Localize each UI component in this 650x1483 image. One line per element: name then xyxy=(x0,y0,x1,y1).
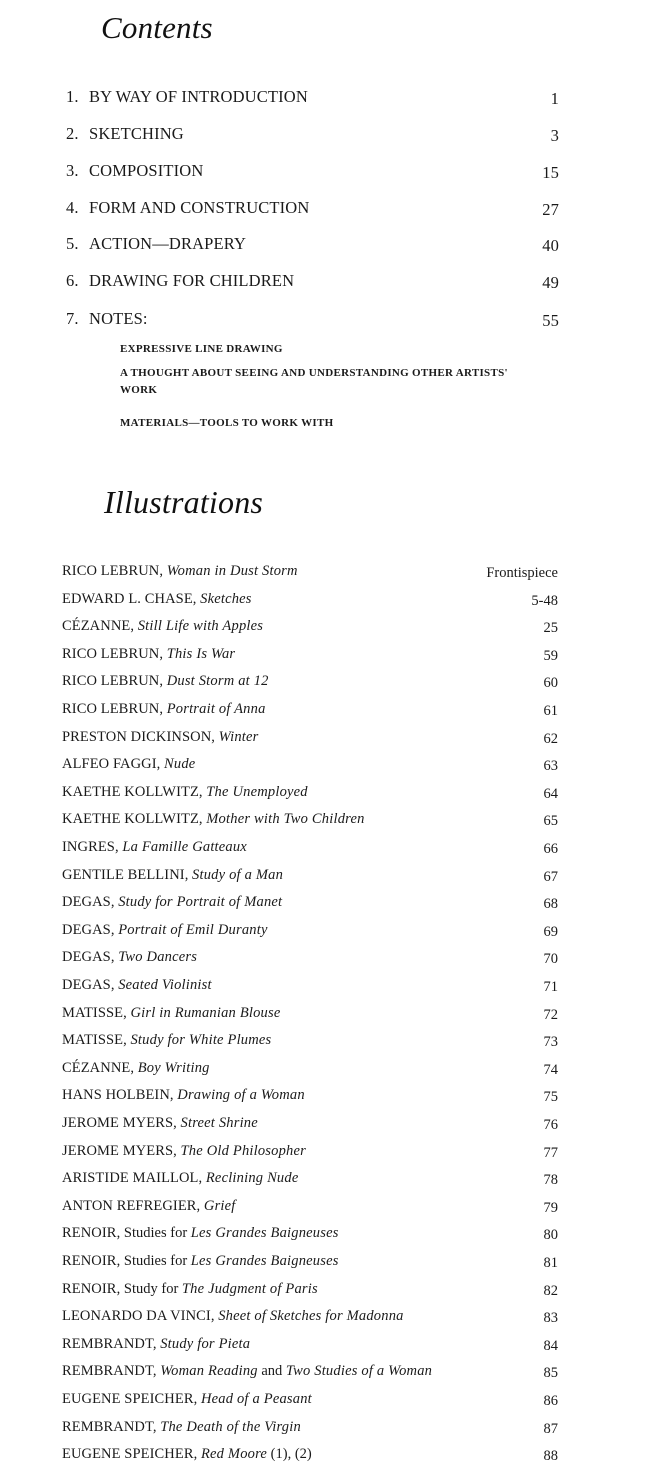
illustration-entry xyxy=(62,1253,339,1270)
chapter-number: 6. xyxy=(66,271,79,290)
illustration-entry xyxy=(62,1087,305,1104)
work-title: Street Shrine xyxy=(180,1115,258,1131)
illustration-row xyxy=(0,756,650,778)
illustration-entry xyxy=(62,949,197,966)
work-title: Les Grandes Baigneuses xyxy=(190,1253,339,1269)
illustration-entry xyxy=(62,1281,318,1298)
illustration-row xyxy=(0,591,650,613)
illustration-page: 84 xyxy=(543,1338,558,1354)
work-title: Drawing of a Woman xyxy=(177,1087,305,1103)
artist-name: DEGAS, xyxy=(62,894,115,910)
illustration-row xyxy=(0,1336,650,1358)
illustration-page: 63 xyxy=(543,758,558,774)
illustration-entry xyxy=(62,1363,432,1380)
chapter-page: 15 xyxy=(542,163,559,182)
contents-heading: Contents xyxy=(101,10,213,45)
illustration-entry xyxy=(62,1308,404,1325)
artist-name: LEONARDO DA VINCI, xyxy=(62,1308,215,1324)
work-title: Study for Pieta xyxy=(160,1336,251,1352)
artist-name: ANTON REFREGIER, xyxy=(62,1198,201,1214)
illustration-row xyxy=(0,1391,650,1413)
illustration-page: 68 xyxy=(543,896,558,912)
artist-name: HANS HOLBEIN, xyxy=(62,1087,174,1103)
illustration-row xyxy=(0,1032,650,1054)
illustration-row xyxy=(0,1363,650,1385)
work-title: Red Moore xyxy=(200,1446,268,1462)
artist-name: RENOIR, xyxy=(62,1225,121,1241)
chapter-title: NOTES: xyxy=(89,309,148,328)
artist-name: MATISSE, xyxy=(62,1032,127,1048)
illustration-page: 74 xyxy=(543,1062,558,1078)
work-title: Portrait of Anna xyxy=(166,701,266,717)
toc-row xyxy=(0,309,650,333)
illustration-row xyxy=(0,701,650,723)
chapter-number: 3. xyxy=(66,161,79,180)
illustration-entry xyxy=(62,1032,271,1049)
illustration-page: 65 xyxy=(543,813,558,829)
work-title: The Old Philosopher xyxy=(180,1143,306,1159)
work-conjunction: and xyxy=(261,1363,283,1379)
illustration-entry xyxy=(62,894,282,911)
illustration-entry xyxy=(62,1005,280,1022)
notes-subsection: EXPRESSIVE LINE DRAWING xyxy=(120,343,283,355)
work-prefix: Studies for xyxy=(123,1253,188,1269)
illustration-page: 61 xyxy=(543,703,558,719)
illustration-row xyxy=(0,784,650,806)
illustration-page: 73 xyxy=(543,1034,558,1050)
illustration-entry xyxy=(62,1225,339,1242)
notes-subsection: A THOUGHT ABOUT SEEING AND UNDERSTANDING OTHER ARTISTS' WORK xyxy=(120,367,508,396)
illustration-row xyxy=(0,1198,650,1220)
chapter-page: 27 xyxy=(542,200,559,219)
chapter-number: 5. xyxy=(66,234,79,253)
toc-row xyxy=(0,271,650,295)
artist-name: REMBRANDT, xyxy=(62,1419,157,1435)
artist-name: RENOIR, xyxy=(62,1253,121,1269)
artist-name: RICO LEBRUN, xyxy=(62,563,164,579)
illustration-page: 67 xyxy=(543,869,558,885)
illustration-row xyxy=(0,894,650,916)
illustration-page: 62 xyxy=(543,731,558,747)
illustration-page: 82 xyxy=(543,1283,558,1299)
artist-name: RENOIR, xyxy=(62,1281,121,1297)
illustration-page: 81 xyxy=(543,1255,558,1271)
illustration-entry xyxy=(62,618,263,635)
illustration-entry xyxy=(62,1060,210,1077)
illustration-row xyxy=(0,1308,650,1330)
illustration-entry xyxy=(62,1143,306,1160)
toc-row xyxy=(0,234,650,258)
illustration-page: 5-48 xyxy=(531,593,558,609)
work-prefix: Study for xyxy=(123,1281,179,1297)
chapter-number: 1. xyxy=(66,87,79,106)
illustration-entry xyxy=(62,701,266,718)
illustration-entry xyxy=(62,1198,236,1215)
illustration-row xyxy=(0,1087,650,1109)
work-title: Boy Writing xyxy=(137,1060,210,1076)
illustration-row xyxy=(0,1143,650,1165)
artist-name: JEROME MYERS, xyxy=(62,1143,177,1159)
illustration-page: 59 xyxy=(543,648,558,664)
illustration-page: Frontispiece xyxy=(486,565,558,581)
work-title: Grief xyxy=(203,1198,236,1214)
chapter-title: FORM AND CONSTRUCTION xyxy=(89,198,310,217)
work-title: Portrait of Emil Duranty xyxy=(118,922,268,938)
artist-name: RICO LEBRUN, xyxy=(62,701,164,717)
illustration-row xyxy=(0,1419,650,1441)
illustration-page: 78 xyxy=(543,1172,558,1188)
work-title: Woman Reading xyxy=(160,1363,258,1379)
chapter-title: ACTION—DRAPERY xyxy=(89,234,247,253)
artist-name: JEROME MYERS, xyxy=(62,1115,177,1131)
illustration-page: 60 xyxy=(543,675,558,691)
illustration-row xyxy=(0,1225,650,1247)
illustration-row xyxy=(0,673,650,695)
artist-name: EUGENE SPEICHER, xyxy=(62,1391,198,1407)
artist-name: GENTILE BELLINI, xyxy=(62,867,189,883)
chapter-number: 7. xyxy=(66,309,79,328)
work-title: La Famille Gatteaux xyxy=(122,839,247,855)
work-title: Reclining Nude xyxy=(205,1170,299,1186)
toc-row xyxy=(0,198,650,222)
artist-name: CÉZANNE, xyxy=(62,618,135,634)
illustration-page: 88 xyxy=(543,1448,558,1464)
illustration-entry xyxy=(62,1115,258,1132)
illustration-row xyxy=(0,1446,650,1468)
work-title: Sheet of Sketches for Madonna xyxy=(218,1308,404,1324)
illustration-row xyxy=(0,1115,650,1137)
work-title: The Unemployed xyxy=(206,784,308,800)
artist-name: REMBRANDT, xyxy=(62,1336,157,1352)
illustration-entry xyxy=(62,867,283,884)
artist-name: RICO LEBRUN, xyxy=(62,673,164,689)
artist-name: DEGAS, xyxy=(62,949,115,965)
chapter-page: 40 xyxy=(542,236,559,255)
illustration-page: 69 xyxy=(543,924,558,940)
artist-name: REMBRANDT, xyxy=(62,1363,157,1379)
illustration-row xyxy=(0,1170,650,1192)
artist-name: EDWARD L. CHASE, xyxy=(62,591,197,607)
illustration-page: 75 xyxy=(543,1089,558,1105)
illustration-page: 25 xyxy=(543,620,558,636)
chapter-number: 4. xyxy=(66,198,79,217)
illustration-page: 87 xyxy=(543,1421,558,1437)
illustration-page: 79 xyxy=(543,1200,558,1216)
work-title: Mother with Two Children xyxy=(206,811,365,827)
illustration-row xyxy=(0,729,650,751)
artist-name: MATISSE, xyxy=(62,1005,127,1021)
illustration-row xyxy=(0,1005,650,1027)
illustration-row xyxy=(0,1281,650,1303)
work-title: Seated Violinist xyxy=(118,977,212,993)
artist-name: ARISTIDE MAILLOL, xyxy=(62,1170,203,1186)
illustration-page: 76 xyxy=(543,1117,558,1133)
work-title: The Judgment of Paris xyxy=(181,1281,318,1297)
illustration-entry xyxy=(62,784,308,801)
illustration-page: 71 xyxy=(543,979,558,995)
illustration-page: 72 xyxy=(543,1007,558,1023)
artist-name: EUGENE SPEICHER, xyxy=(62,1446,198,1462)
illustration-entry xyxy=(62,673,269,690)
work-title: Study of a Man xyxy=(192,867,284,883)
work-title: Study for Portrait of Manet xyxy=(118,894,283,910)
illustration-page: 86 xyxy=(543,1393,558,1409)
illustrations-heading: Illustrations xyxy=(104,484,264,520)
work-title: Nude xyxy=(164,756,196,772)
artist-name: ALFEO FAGGI, xyxy=(62,756,161,772)
chapter-page: 1 xyxy=(550,89,559,108)
illustration-entry xyxy=(62,591,252,608)
illustration-entry xyxy=(62,1336,250,1353)
work-title: The Death of the Virgin xyxy=(160,1419,301,1435)
work-prefix: Studies for xyxy=(123,1225,188,1241)
chapter-title: COMPOSITION xyxy=(89,161,204,180)
chapter-page: 3 xyxy=(550,126,559,145)
artist-name: RICO LEBRUN, xyxy=(62,646,164,662)
work-title: Head of a Peasant xyxy=(200,1391,312,1407)
work-title: Woman in Dust Storm xyxy=(166,563,298,579)
illustration-entry xyxy=(62,563,298,580)
illustration-row xyxy=(0,922,650,944)
illustration-entry xyxy=(62,729,259,746)
illustration-entry xyxy=(62,839,247,856)
work-title: Two Dancers xyxy=(118,949,198,965)
work-title-secondary: Two Studies of a Woman xyxy=(285,1363,433,1379)
illustration-row xyxy=(0,811,650,833)
work-title: Study for White Plumes xyxy=(130,1032,272,1048)
illustration-entry xyxy=(62,811,365,828)
work-title: Girl in Rumanian Blouse xyxy=(130,1005,281,1021)
work-title: Still Life with Apples xyxy=(137,618,264,634)
toc-row xyxy=(0,161,650,185)
illustration-row xyxy=(0,867,650,889)
illustration-page: 64 xyxy=(543,786,558,802)
illustration-entry xyxy=(62,1170,298,1187)
work-title: Les Grandes Baigneuses xyxy=(190,1225,339,1241)
chapter-title: SKETCHING xyxy=(89,124,184,143)
illustration-page: 83 xyxy=(543,1310,558,1326)
illustration-row xyxy=(0,563,650,585)
artist-name: KAETHE KOLLWITZ, xyxy=(62,784,203,800)
illustration-entry xyxy=(62,646,235,663)
illustration-row xyxy=(0,839,650,861)
artist-name: CÉZANNE, xyxy=(62,1060,135,1076)
illustration-row xyxy=(0,977,650,999)
illustration-entry xyxy=(62,1446,312,1463)
illustration-entry xyxy=(62,977,212,994)
illustration-page: 66 xyxy=(543,841,558,857)
toc-row xyxy=(0,87,650,111)
illustration-entry xyxy=(62,1419,301,1436)
artist-name: KAETHE KOLLWITZ, xyxy=(62,811,203,827)
illustration-page: 80 xyxy=(543,1227,558,1243)
toc-row xyxy=(0,124,650,148)
illustration-page: 77 xyxy=(543,1145,558,1161)
illustration-row xyxy=(0,646,650,668)
artist-name: PRESTON DICKINSON, xyxy=(62,729,215,745)
illustration-row xyxy=(0,1060,650,1082)
chapter-title: BY WAY OF INTRODUCTION xyxy=(89,87,308,106)
work-suffix: (1), (2) xyxy=(270,1446,312,1462)
illustration-row xyxy=(0,1253,650,1275)
artist-name: DEGAS, xyxy=(62,977,115,993)
chapter-title: DRAWING FOR CHILDREN xyxy=(89,271,295,290)
artist-name: DEGAS, xyxy=(62,922,115,938)
chapter-page: 49 xyxy=(542,273,559,292)
work-title: Winter xyxy=(218,729,259,745)
illustration-page: 70 xyxy=(543,951,558,967)
illustration-entry xyxy=(62,922,268,939)
illustration-row xyxy=(0,949,650,971)
illustration-entry xyxy=(62,1391,312,1408)
artist-name: INGRES, xyxy=(62,839,119,855)
chapter-page: 55 xyxy=(542,311,559,330)
illustration-row xyxy=(0,618,650,640)
work-title: This Is War xyxy=(166,646,236,662)
work-title: Dust Storm at 12 xyxy=(166,673,269,689)
work-title: Sketches xyxy=(200,591,252,607)
chapter-number: 2. xyxy=(66,124,79,143)
illustration-entry xyxy=(62,756,195,773)
notes-subsection: MATERIALS—TOOLS TO WORK WITH xyxy=(120,417,334,429)
illustration-page: 85 xyxy=(543,1365,558,1381)
